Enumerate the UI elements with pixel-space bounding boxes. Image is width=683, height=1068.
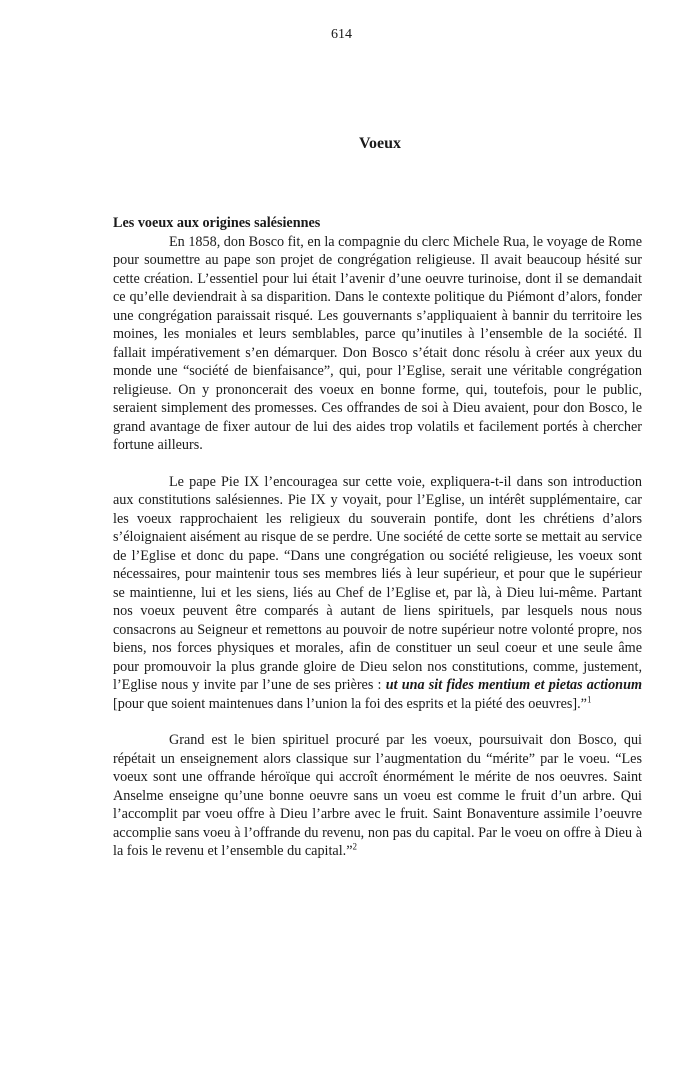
paragraph-1: En 1858, don Bosco fit, en la compagnie du clerc Michele Rua, le voyage de Rome pour soumettre au pape son projet de congrégation religieuse. Il avait beaucoup hésité sur cette création. L’essentiel pour lui était l’avenir d’une oeuvre turinoise, dont il se demandait ce qu’elle deviendrait à sa disparition. Dans le contexte politique du Piémont d’alors, fonder une congrégation paraissait risqué. Les gouvernants s’appliquaient à bannir du territoire les moines, les moniales et leurs semblables, parce qu’inutiles à l’ensemble de la société. Il fallait impérativement s’en démarquer. Don Bosco s’était donc résolu à créer aux yeux du monde une “société de bienfaisance”, qui, pour l’Eglise, serait une véritable congrégation religieuse. On y prononcerait des voeux en bonne forme, qui, toutefois, pour le public, seraient simplement des promesses. Ces offrandes de soi à Dieu avaient, pour don Bosco, le grand avantage de fixer autour de lui des aides trop volatils et facilement portés à chercher fortune ailleurs. (113, 233, 642, 453)
latin-quote: ut una sit fides mentium et pietas actionum (385, 677, 642, 693)
paragraph-2-text-a: Le pape Pie IX l’encouragea sur cette voie, expliquera-t-il dans son introduction aux constitutions salésiennes. Pie IX y voyait, pour l’Eglise, un intérêt supplémentaire, car les voeux rapprochaient les religieux du souverain pontife, dont les chrétiens d’alors s’éloignaient aisément au risque de se perdre. Une société de cette sorte se mettait au service de l’Eglise et donc du pape. “Dans une congrégation ou société religieuse, les voeux sont nécessaires, pour maintenir tous ses membres liés à leur supérieur, et pour que le supérieur se maintienne, lui et les siens, liés au Chef de l’Eglise et, par là, à Dieu lui-même. Partant nos voeux peuvent être comparés à autant de liens spirituels, par lesquels nous nous consacrons au Seigneur et remettons au pouvoir de notre supérieur notre volonté propre, nos biens, nos forces physiques et morales, afin de constituer un seul coeur et une seule âme pour promouvoir la plus grande gloire de Dieu selon nos constitutions, comme, justement, l’Eglise nous y invite par l’une de ses prières : (113, 473, 642, 693)
section-heading: Les voeux aux origines salésiennes (113, 215, 321, 231)
paragraph-3-text: Grand est le bien spirituel procuré par les voeux, poursuivait don Bosco, qui répétait un enseignement alors classique sur l’augmentation du “mérite” par le voeu. “Les voeux sont une offrande héroïque qui accroît énormément le mérite de nos oeuvres. Saint Anselme enseigne qu’une bonne oeuvre sans un voeu est comme le fruit d’un arbre. Qui l’accomplit par voeu offre à Dieu l’arbre avec le fruit. Saint Bonaventure assimile l’oeuvre accomplie sans voeu à l’offrande du revenu, non pas du capital. Par le voeu on offre à Dieu à la fois le revenu et l’ensemble du capital.” (113, 732, 642, 859)
body-text (113, 214, 642, 861)
paragraph-2-text-b: [pour que soient maintenues dans l’union la foi des esprits et la piété des oeuvres].” (113, 695, 587, 712)
page-number: 614 (331, 27, 352, 42)
chapter-title: Voeux (358, 135, 402, 152)
footnote-ref-2: 2 (352, 841, 358, 852)
footnote-ref-1: 1 (586, 693, 592, 704)
paragraph-spacer (113, 713, 642, 731)
paragraph-spacer (113, 455, 642, 473)
paragraph-3 (113, 731, 642, 861)
paragraph-2 (113, 473, 642, 714)
